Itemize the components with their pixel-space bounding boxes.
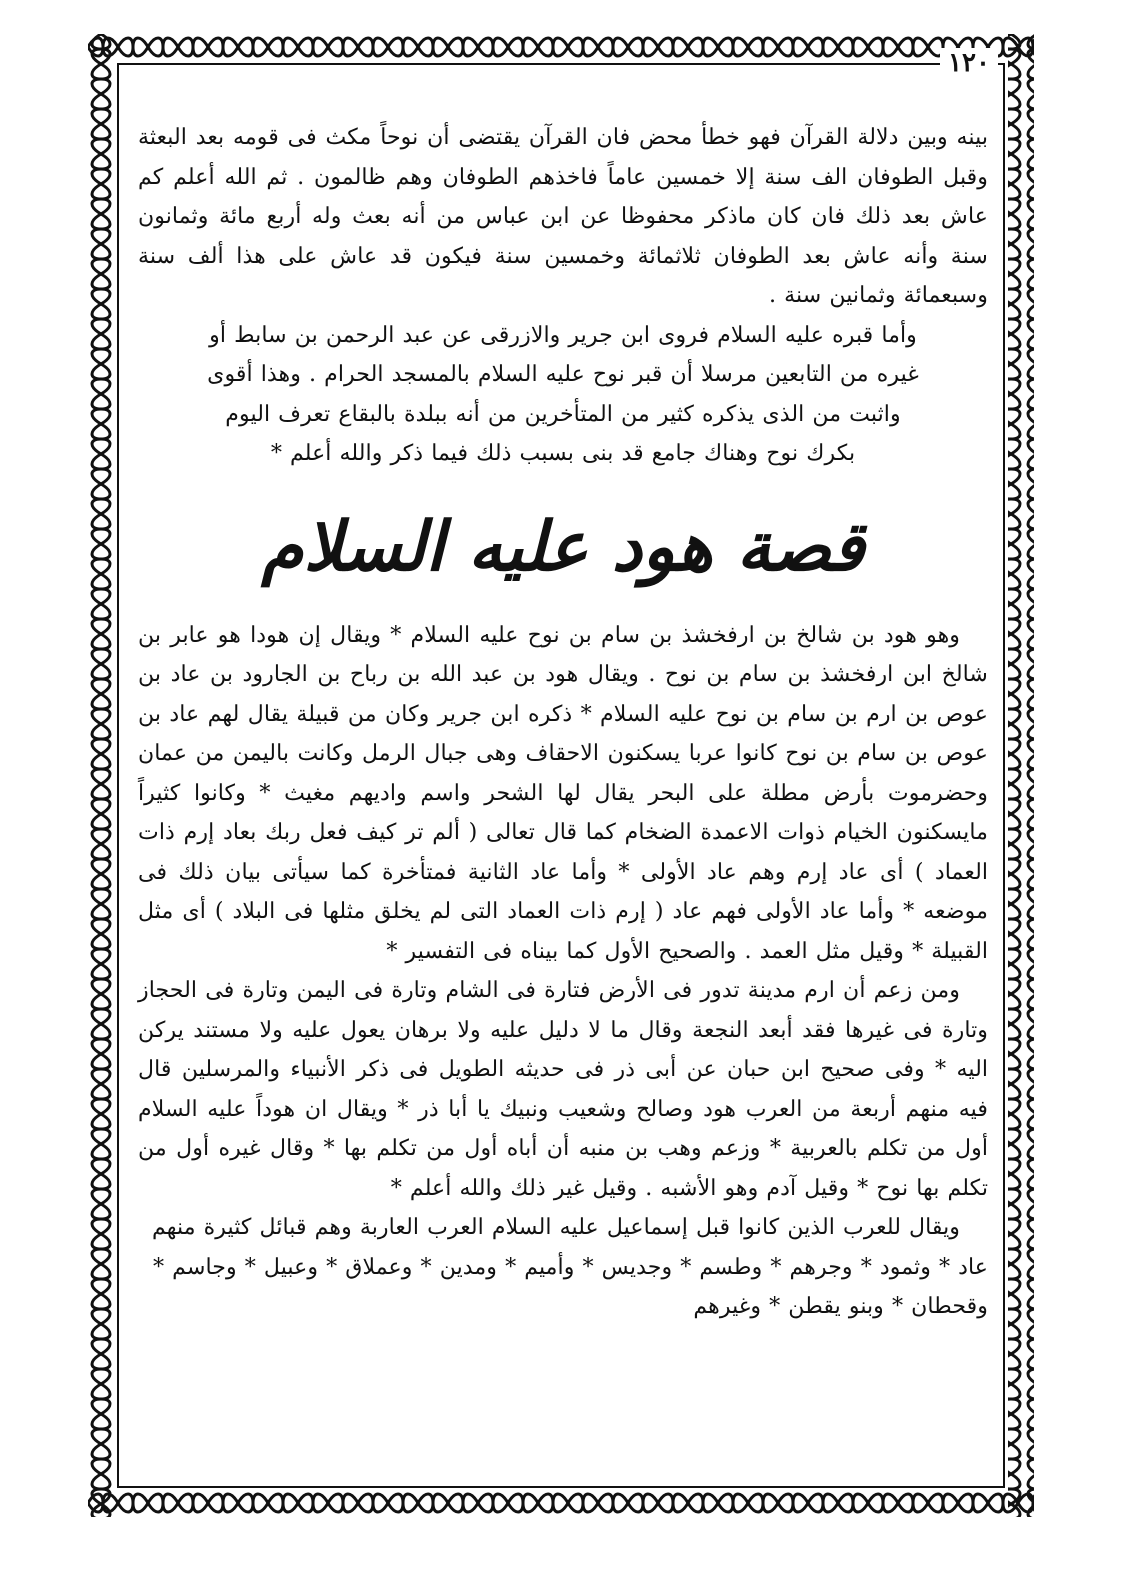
paragraph-grave: وأما قبره عليه السلام فروى ابن جرير والازرقى عن عبد الرحمن بن سابط أو غيره من التابعين مرسلا أن قبر نوح عليه السلام بالمسجد الحرام . وهذا أقوى واثبت من الذى يذكره كثير من المتأخرين من أنه ببلدة بالبقاع تعرف اليوم بكرك نوح وهناك جامع قد بنى بسبب ذلك فيما ذكر والله أعلم * <box>207 321 919 466</box>
section-title: قصة هود عليه السلام <box>261 506 865 587</box>
page-body <box>138 118 988 1327</box>
paragraph-arab-tribes: ويقال للعرب الذين كانوا قبل إسماعيل عليه السلام العرب العاربة وهم قبائل كثيرة منهم عاد * وثمود * وجرهم * وطسم * وجديس * وأميم * ومدين * وعملاق * وعبيل * وجاسم * وقحطان * وبنو يقطن * وغيرهم <box>152 1214 988 1319</box>
page-number: ١٢٠ <box>940 48 998 78</box>
paragraph-intro: بينه وبين دلالة القرآن فهو خطأ محض فان القرآن يقتضى أن نوحاً مكث فى قومه بعد البعثة وقبل الطوفان الف سنة إلا خمسين عاماً فاخذهم الطوفان وهم ظالمون . ثم الله أعلم كم عاش بعد ذلك فان كان ماذكر محفوظا عن ابن عباس من أنه بعث وله أربع مائة وثمانون سنة وأنه عاش بعد الطوفان ثلاثمائة وخمسين سنة فيكون قد عاش على هذا ألف سنة وسبعمائة وثمانين سنة . <box>138 124 988 308</box>
paragraph-iram: ومن زعم أن ارم مدينة تدور فى الأرض فتارة فى الشام وتارة فى اليمن وتارة فى الحجاز وتارة فى غيرها فقد أبعد النجعة وقال ما لا دليل عليه ولا برهان يعول عليه ولا مستند يركن اليه * وفى صحيح ابن حبان عن أبى ذر فى حديثه الطويل فى ذكر الأنبياء والمرسلين قال فيه منهم أربعة من العرب هود وصالح وشعيب ونبيك يا أبا ذر * ويقال ان هوداً عليه السلام أول من تكلم بالعربية * وزعم وهب بن منبه أن أباه أول من تكلم بها * وقال غيره أول من تكلم بها نوح * وقيل آدم وهو الأشبه . وقيل غير ذلك والله أعلم * <box>138 977 988 1201</box>
paragraph-hud-lineage: وهو هود بن شالخ بن ارفخشذ بن سام بن نوح عليه السلام * ويقال إن هودا هو عابر بن شالخ ابن ارفخشذ بن سام بن نوح . ويقال هود بن عبد الله بن رباح بن الجارود بن عاد بن عوص بن ارم بن سام بن نوح عليه السلام * ذكره ابن جرير وكان من قبيلة يقال لهم عاد بن عوص بن سام بن نوح كانوا عربا يسكنون الاحقاف وهى جبال الرمل وكانت باليمن من عمان وحضرموت بأرض مطلة على البحر يقال لها الشحر واسم واديهم مغيث * وكانوا كثيراً مايسكنون الخيام ذوات الاعمدة الضخام كما قال تعالى ( ألم تر كيف فعل ربك بعاد إرم ذات العماد ) أى عاد إرم وهم عاد الأولى * وأما عاد الثانية فمتأخرة كما سيأتى بيان ذلك فى موضعه * وأما عاد الأولى فهم عاد ( إرم ذات العماد التى لم يخلق مثلها فى البلاد ) أى مثل القبيلة * وقيل مثل العمد . والصحيح الأول كما بيناه فى التفسير * <box>138 621 988 964</box>
